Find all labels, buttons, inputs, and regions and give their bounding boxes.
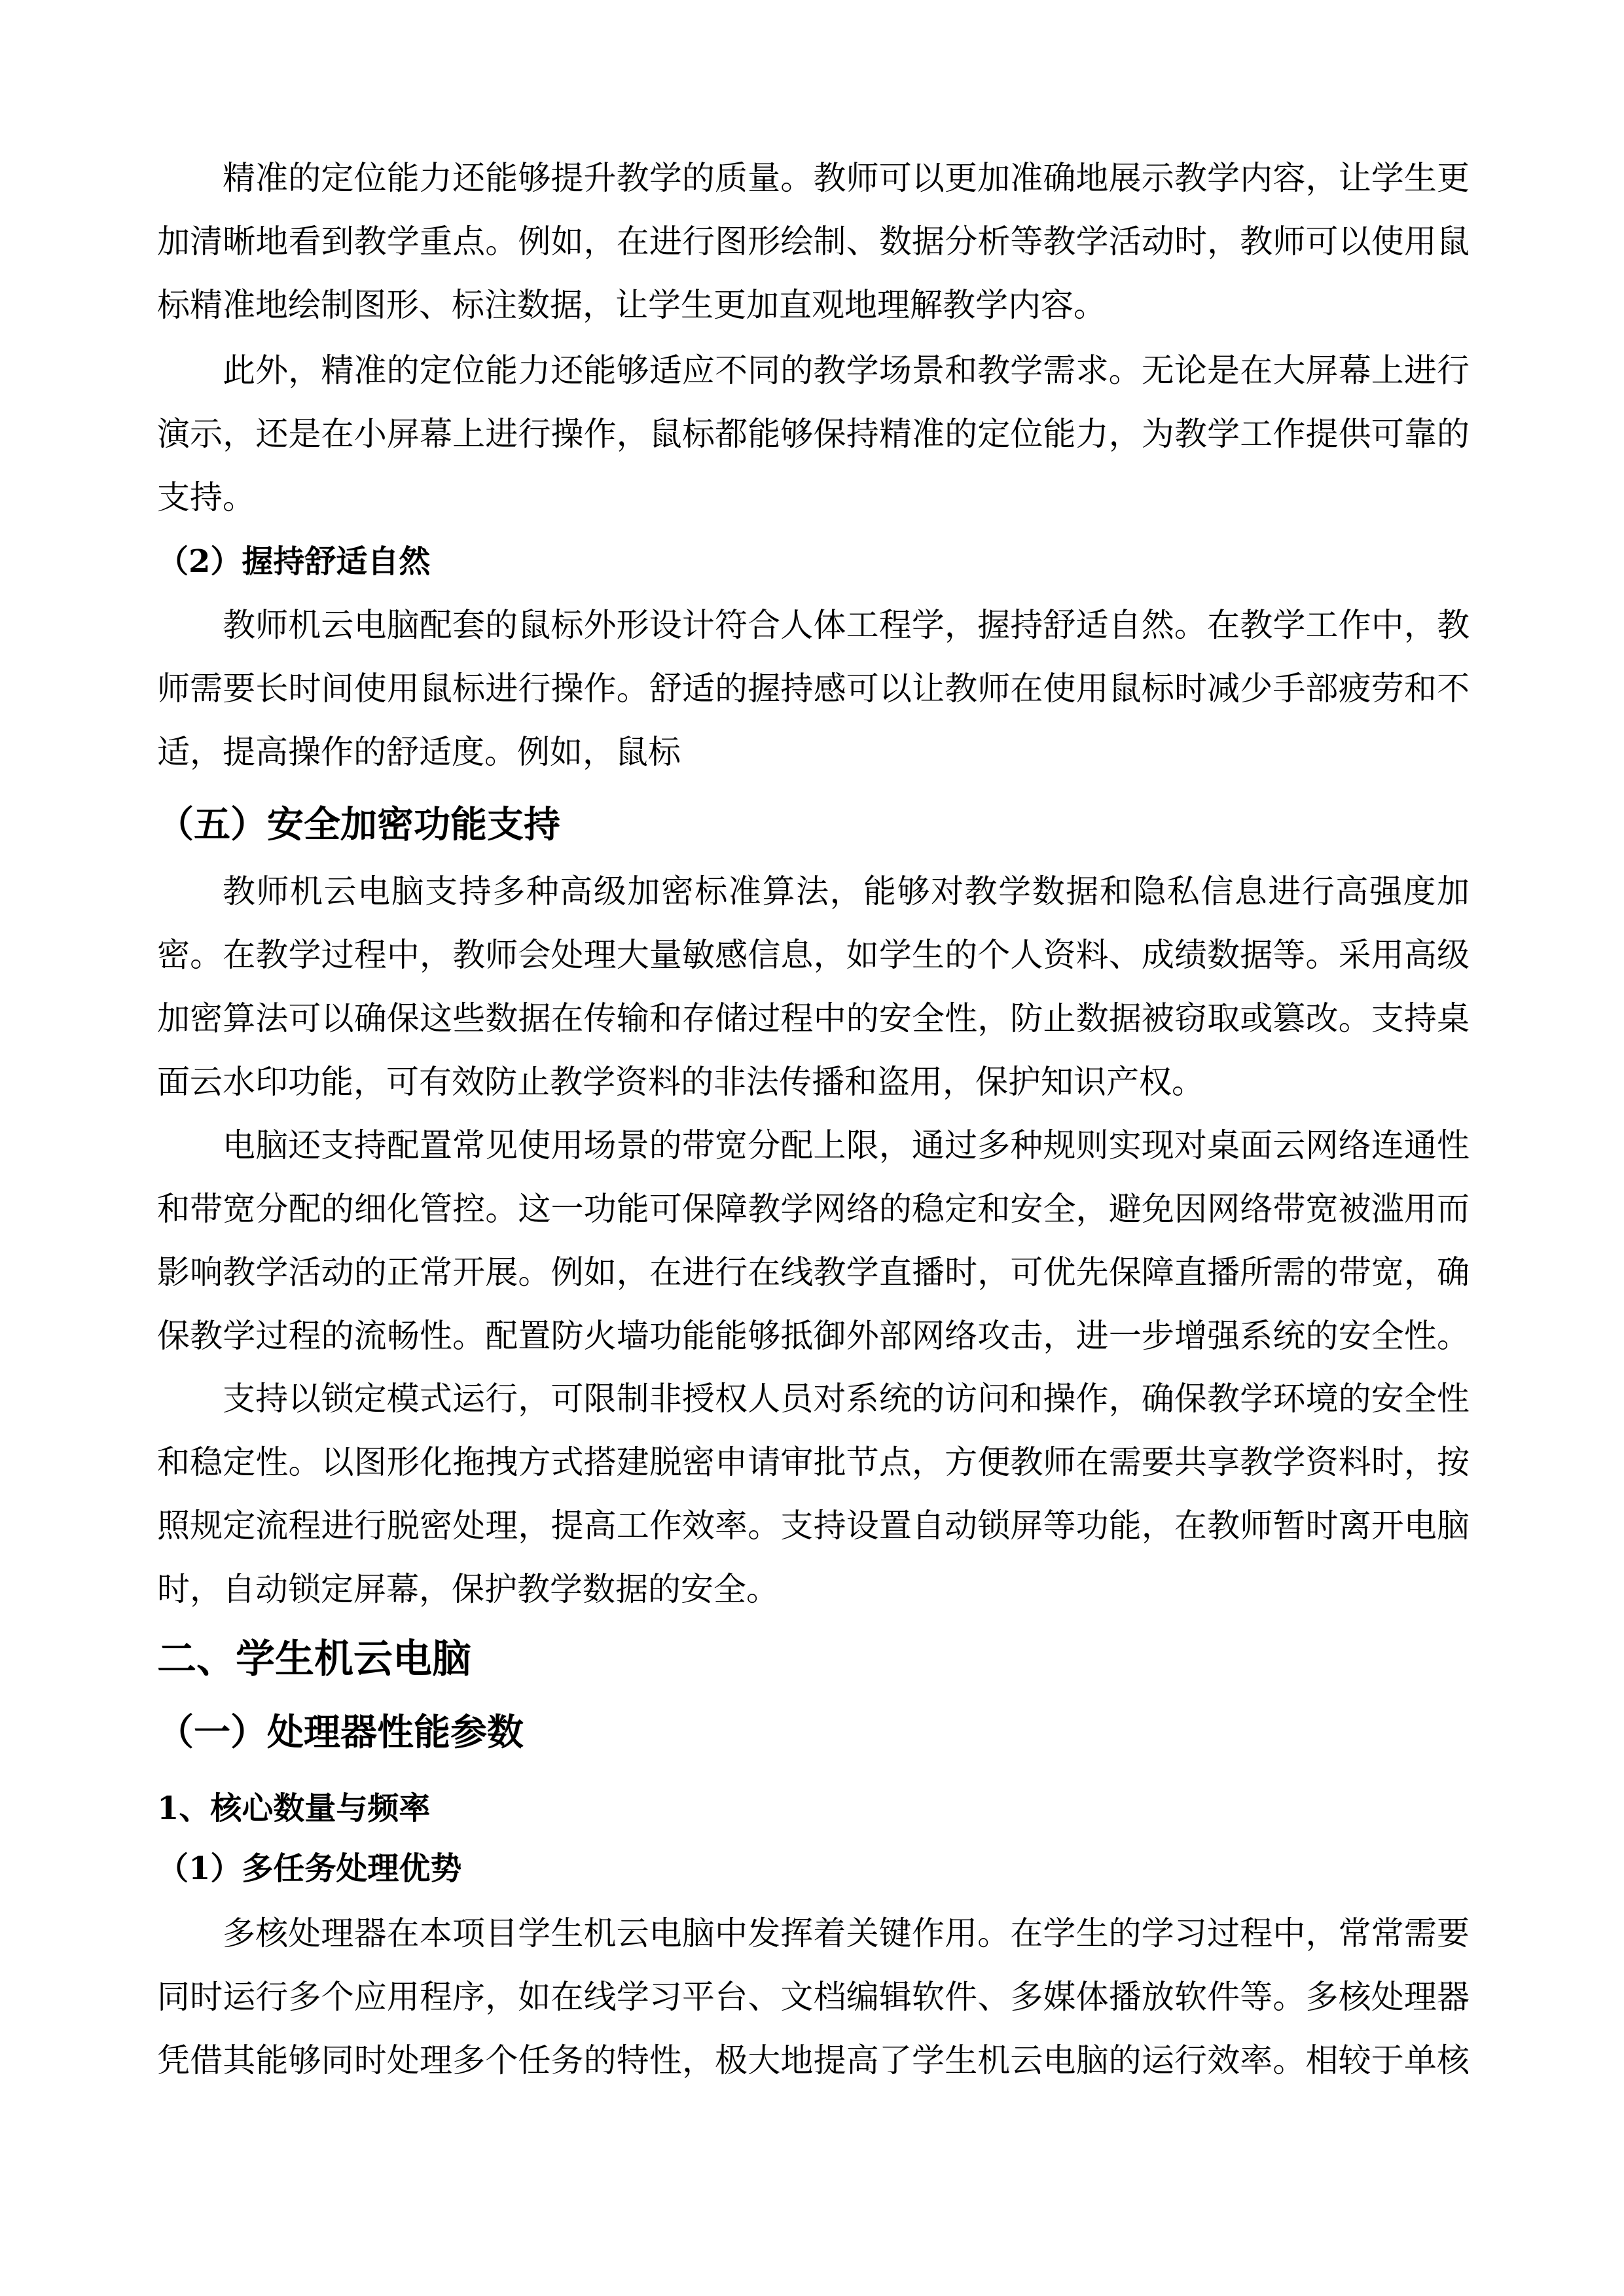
text-line: 加密算法可以确保这些数据在传输和存储过程中的安全性，防止数据被窃取或篡改。支持桌: [157, 999, 1470, 1037]
paragraph-positioning-scenarios: [157, 339, 1470, 529]
text-line: 此外，精准的定位能力还能够适应不同的教学场景和教学需求。无论是在大屏幕上进行: [223, 351, 1470, 389]
text-line: 演示，还是在小屏幕上进行操作，鼠标都能够保持精准的定位能力，为教学工作提供可靠的: [157, 415, 1470, 453]
heading-multitasking: （1）多任务处理优势: [157, 1850, 462, 1887]
text-line: 教师机云电脑配套的鼠标外形设计符合人体工程学，握持舒适自然。在教学工作中，教: [223, 606, 1470, 644]
text-line: 标精准地绘制图形、标注数据，让学生更加直观地理解教学内容。: [157, 286, 1106, 324]
paragraph-encryption: [157, 860, 1470, 1114]
text-line: 和稳定性。以图形化拖拽方式搭建脱密申请审批节点，方便教师在需要共享教学资料时，按: [157, 1443, 1470, 1481]
paragraph-positioning-quality: [157, 147, 1470, 337]
heading-student-cloud-pc: 二、学生机云电脑: [157, 1636, 471, 1682]
text-line: 多核处理器在本项目学生机云电脑中发挥着关键作用。在学生的学习过程中，常常需要: [223, 1914, 1470, 1952]
text-line: 精准的定位能力还能够提升教学的质量。教师可以更加准确地展示教学内容，让学生更: [223, 159, 1470, 197]
text-line: 凭借其能够同时处理多个任务的特性，极大地提高了学生机云电脑的运行效率。相较于单核: [157, 2041, 1470, 2079]
heading-cores-frequency: 1、核心数量与频率: [157, 1790, 431, 1827]
heading-security-encryption: （五）安全加密功能支持: [157, 803, 560, 846]
text-line: 教师机云电脑支持多种高级加密标准算法，能够对教学数据和隐私信息进行高强度加: [223, 872, 1470, 910]
paragraph-bandwidth: [157, 1114, 1470, 1368]
text-line: 加清晰地看到教学重点。例如，在进行图形绘制、数据分析等教学活动时，教师可以使用鼠: [157, 223, 1470, 260]
paragraph-multicore: [157, 1902, 1470, 2092]
heading-grip-comfort: （2）握持舒适自然: [157, 543, 431, 580]
text-line: 适，提高操作的舒适度。例如，鼠标: [157, 733, 681, 771]
text-line: 照规定流程进行脱密处理，提高工作效率。支持设置自动锁屏等功能，在教师暂时离开电脑: [157, 1507, 1470, 1545]
text-line: 支持以锁定模式运行，可限制非授权人员对系统的访问和操作，确保教学环境的安全性: [223, 1380, 1470, 1418]
text-line: 同时运行多个应用程序，如在线学习平台、文档编辑软件、多媒体播放软件等。多核处理器: [157, 1978, 1470, 2016]
text-line: 保教学过程的流畅性。配置防火墙功能能够抵御外部网络攻击，进一步增强系统的安全性。: [157, 1317, 1470, 1355]
text-line: 时，自动锁定屏幕，保护教学数据的安全。: [157, 1570, 779, 1608]
text-line: 密。在教学过程中，教师会处理大量敏感信息，如学生的个人资料、成绩数据等。采用高级: [157, 936, 1470, 974]
text-line: 电脑还支持配置常见使用场景的带宽分配上限，通过多种规则实现对桌面云网络连通性: [223, 1126, 1470, 1164]
text-line: 支持。: [157, 478, 255, 516]
text-line: 师需要长时间使用鼠标进行操作。舒适的握持感可以让教师在使用鼠标时减少手部疲劳和不: [157, 670, 1470, 708]
text-line: 面云水印功能，可有效防止教学资料的非法传播和盗用，保护知识产权。: [157, 1063, 1204, 1101]
paragraph-grip-comfort: [157, 594, 1470, 784]
text-line: 和带宽分配的细化管控。这一功能可保障教学网络的稳定和安全，避免因网络带宽被滥用而: [157, 1190, 1470, 1228]
text-line: 影响教学活动的正常开展。例如，在进行在线教学直播时，可优先保障直播所需的带宽，确: [157, 1253, 1470, 1291]
heading-processor-performance: （一）处理器性能参数: [157, 1711, 524, 1754]
paragraph-lock-mode: [157, 1367, 1470, 1621]
